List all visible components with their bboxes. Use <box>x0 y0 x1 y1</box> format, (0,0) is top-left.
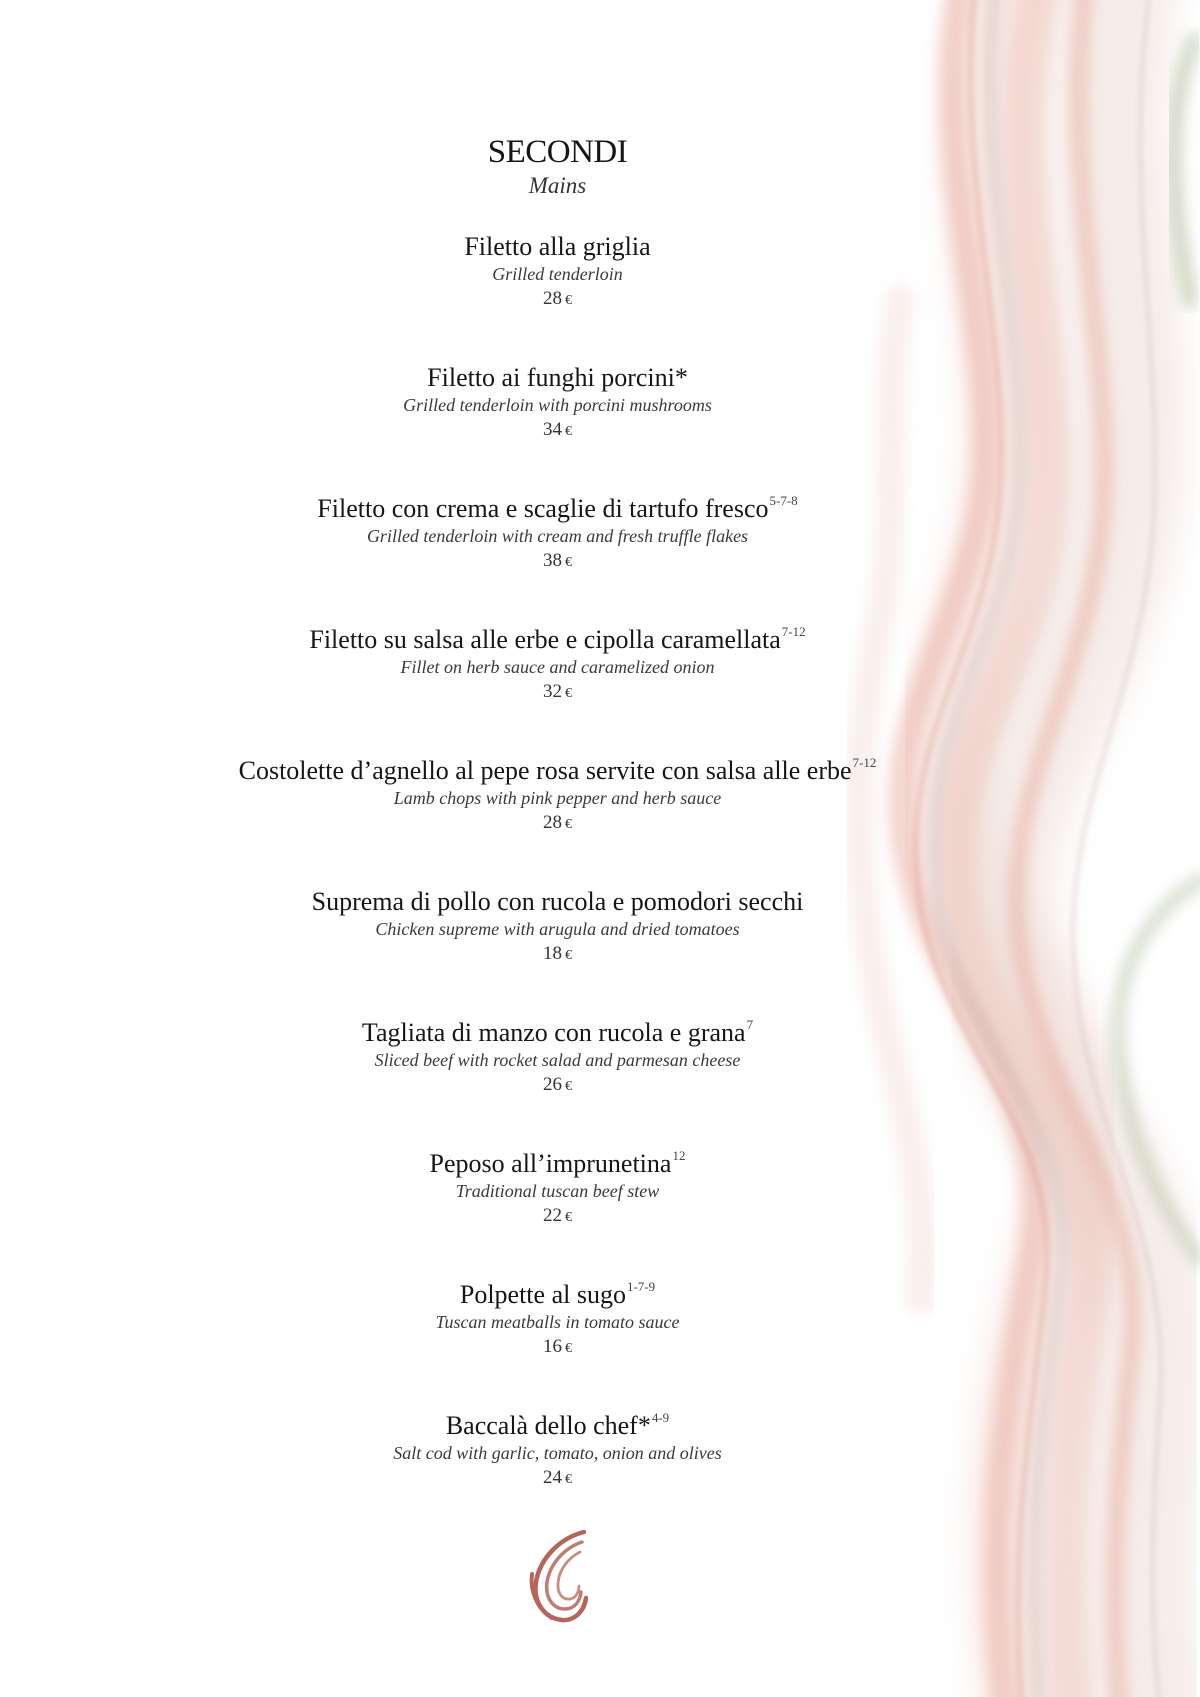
dish-price: 38 € <box>543 550 572 571</box>
dish-price: 22 € <box>543 1205 572 1226</box>
dish-description: Grilled tenderloin with porcini mushrooms <box>403 395 712 415</box>
menu-item <box>150 363 965 445</box>
menu-item <box>150 1018 965 1100</box>
dish-price: 34 € <box>543 419 572 440</box>
dish-description: Chicken supreme with arugula and dried tomatoes <box>375 919 740 939</box>
dish-name: Peposo all’imprunetina$^{12}$ <box>429 1148 686 1178</box>
dish-name: Filetto ai funghi porcini* <box>427 363 688 392</box>
menu-item <box>150 887 965 969</box>
menu-item <box>150 625 965 707</box>
dish-name: Suprema di pollo con rucola e pomodori secchi <box>311 887 804 916</box>
dish-price: 26 € <box>543 1074 572 1095</box>
dish-price: 32 € <box>543 681 572 702</box>
menu-item <box>150 1280 965 1362</box>
allergen-codes: 12 <box>672 1148 686 1163</box>
dish-price: 18 € <box>543 943 572 964</box>
allergen-codes: 7-12 <box>781 624 806 639</box>
dish-description: Salt cod with garlic, tomato, onion and olives <box>393 1443 722 1463</box>
dish-price: 28 € <box>543 812 572 833</box>
dish-price: 24 € <box>543 1467 572 1488</box>
dish-name: Tagliata di manzo con rucola e grana$^7$ <box>361 1017 754 1047</box>
dish-price: 28 € <box>543 288 572 309</box>
section-subtitle: Mains <box>528 173 587 198</box>
dish-name: Baccalà dello chef*$^{4-9}$ <box>445 1410 670 1440</box>
allergen-codes: 1-7-9 <box>626 1279 656 1294</box>
dish-name: Filetto con crema e scaglie di tartufo fresco$^{5-7-8}$ <box>317 493 798 523</box>
dish-description: Fillet on herb sauce and caramelized onion <box>400 657 715 677</box>
allergen-codes: 4-9 <box>651 1410 670 1425</box>
menu-item <box>150 232 965 314</box>
dish-name: Filetto su salsa alle erbe e cipolla caramellata$^{7-12}$ <box>309 624 806 654</box>
dish-description: Grilled tenderloin with cream and fresh truffle flakes <box>366 526 749 546</box>
menu-item <box>150 756 965 838</box>
dish-description: Lamb chops with pink pepper and herb sauce <box>393 788 722 808</box>
menu-item <box>150 494 965 576</box>
dish-description: Tuscan meatballs in tomato sauce <box>435 1312 680 1332</box>
menu-item <box>150 1149 965 1231</box>
dish-price: 16 € <box>543 1336 572 1357</box>
dish-name: Filetto alla griglia <box>464 232 651 261</box>
section-title: SECONDI <box>487 134 628 170</box>
dish-name: Costolette d’agnello al pepe rosa servite con salsa alle erbe$^{7-12}$ <box>238 755 877 785</box>
allergen-codes: 7 <box>746 1017 754 1032</box>
restaurant-logo-swirl <box>526 1528 590 1624</box>
allergen-codes: 7-12 <box>852 755 877 770</box>
dish-name: Polpette al sugo$^{1-7-9}$ <box>459 1279 656 1309</box>
menu-item <box>150 1411 965 1493</box>
dish-description: Grilled tenderloin <box>492 264 623 284</box>
dish-description: Sliced beef with rocket salad and parmesan cheese <box>374 1050 741 1070</box>
dish-description: Traditional tuscan beef stew <box>455 1181 660 1201</box>
allergen-codes: 5-7-8 <box>769 493 798 508</box>
